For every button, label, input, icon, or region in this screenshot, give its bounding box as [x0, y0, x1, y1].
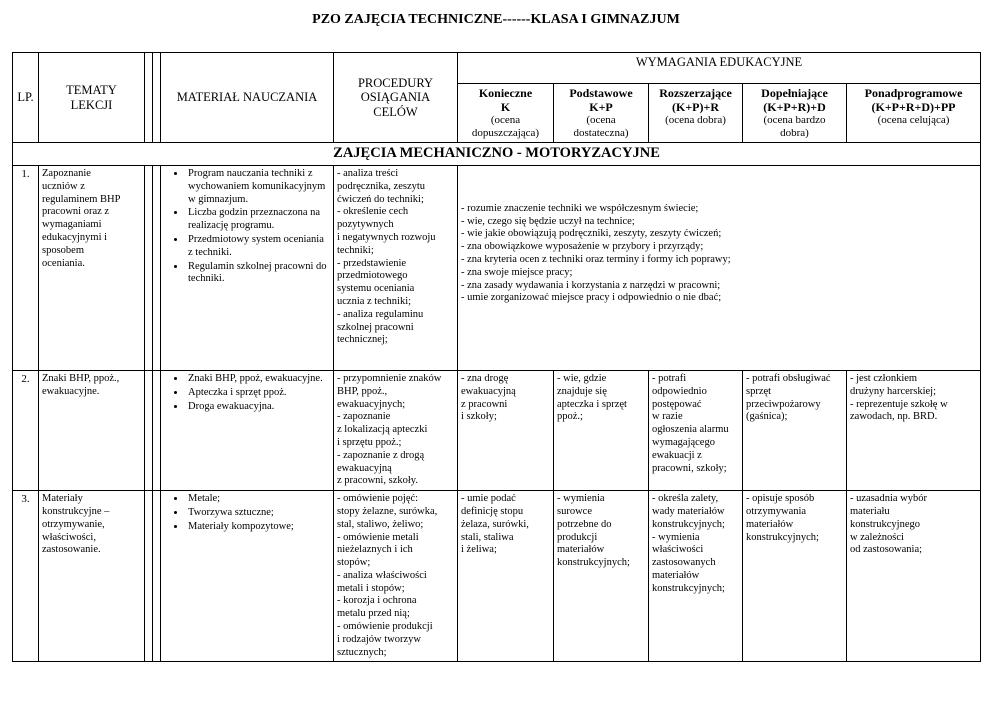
- curriculum-table: [12, 52, 981, 662]
- header-topics: TEMATY LEKCJI: [39, 53, 145, 143]
- row-requirements-combined: - rozumie znaczenie techniki we współczesnym świecie; - wie, czego się będzie uczył na technice; - wie jakie obowiązują podręczniki, zeszyty, zeszyty ćwiczeń; - zna obowiązkowe wyposażenie w przybory i przyrządy; - zna kryteria ocen z techniki oraz terminy i formy ich poprawy; - zna swoje miejsce pracy; - zna zasady wydawania i korzystania z narzędzi w pracowni; - umie zorganizować miejsce pracy i odpowiednio o nie dbać;: [458, 165, 981, 370]
- level-grade: (ocena bardzo dobra): [763, 114, 826, 140]
- section-title: ZAJĘCIA MECHANICZNO - MOTORYZACYJNE: [13, 143, 981, 166]
- level-podstawowe: [554, 84, 649, 143]
- row-spacer: [153, 491, 161, 662]
- row-spacer: [145, 491, 153, 662]
- requirement-ponadprogramowe: - jest członkiem drużyny harcerskiej; - reprezentuje szkołę w zawodach, np. BRD.: [847, 370, 981, 490]
- header-spacer-1: [145, 53, 153, 143]
- requirement-rozszerzajace: - potrafi odpowiednio postępować w razie ogłoszenia alarmu wymagającego ewakuacji z pracowni, szkoły;: [649, 370, 743, 490]
- document-title: PZO ZAJĘCIA TECHNICZNE------KLASA I GIMNAZJUM: [312, 12, 680, 27]
- row-spacer: [145, 165, 153, 370]
- row-procedures: - przypomnienie znaków BHP, ppoż., ewakuacyjnych; - zapoznanie z lokalizacją apteczki i sprzętu ppoż.; - zapoznanie z drogą ewakuacyjną z pracowni, szkoły.: [334, 370, 458, 490]
- material-item: • Tworzywa sztuczne;: [186, 507, 330, 520]
- row-topic: Zapoznanie uczniów z regulaminem BHP pracowni oraz z wymaganiami edukacyjnymi i sposobem oceniania.: [39, 165, 145, 370]
- requirement-podstawowe: - wymienia surowce potrzebne do produkcji materiałów konstrukcyjnych;: [554, 491, 649, 662]
- row-procedures: - analiza treści podręcznika, zeszytu ćwiczeń do techniki; - określenie cech pozytywnych i negatywnych rozwoju techniki; - przedstawienie przedmiotowego systemu oceniania ucznia z techniki; - analiza regulaminu szkolnej pracowni technicznej;: [334, 165, 458, 370]
- level-code: (K+P)+R: [672, 100, 719, 115]
- level-rozszerzajace: [649, 84, 743, 143]
- requirement-ponadprogramowe: - uzasadnia wybór materiału konstrukcyjnego w zależności od zastosowania;: [847, 491, 981, 662]
- table-row: [13, 370, 981, 490]
- row-materials: [161, 370, 334, 490]
- level-dopelniajace: [743, 84, 847, 143]
- level-name: Ponadprogramowe: [864, 86, 963, 100]
- header-procedures: PROCEDURY OSIĄGANIA CELÓW: [334, 53, 458, 143]
- table-row: [13, 491, 981, 662]
- level-grade: (ocena dopuszczająca): [471, 114, 540, 140]
- row-topic: Materiały konstrukcyjne – otrzymywanie, właściwości, zastosowanie.: [39, 491, 145, 662]
- row-spacer: [145, 370, 153, 490]
- material-item: • Liczba godzin przeznaczona na realizację programu.: [186, 207, 330, 233]
- material-item: • Program nauczania techniki z wychowaniem komunikacyjnym w gimnazjum.: [186, 168, 330, 206]
- level-name: Rozszerzające: [659, 86, 732, 100]
- requirement-konieczne: - umie podać definicję stopu żelaza, surówki, stali, staliwa i żeliwa;: [458, 491, 554, 662]
- requirement-rozszerzajace: - określa zalety, wady materiałów konstrukcyjnych; - wymienia właściwości zastosowanych materiałów konstrukcyjnych;: [649, 491, 743, 662]
- section-row: [13, 143, 981, 166]
- material-item: • Metale;: [186, 493, 330, 506]
- row-materials: [161, 165, 334, 370]
- row-number: 1.: [13, 165, 39, 370]
- row-topic: Znaki BHP, ppoż., ewakuacyjne.: [39, 370, 145, 490]
- header-row-1: [13, 53, 981, 84]
- material-item: • Przedmiotowy system oceniania z techniki.: [186, 234, 330, 260]
- requirement-konieczne: - zna drogę ewakuacyjną z pracowni i szkoły;: [458, 370, 554, 490]
- requirement-podstawowe: - wie, gdzie znajduje się apteczka i sprzęt ppoż.;: [554, 370, 649, 490]
- level-grade: (ocena celująca): [877, 114, 950, 127]
- header-materials: MATERIAŁ NAUCZANIA: [161, 53, 334, 143]
- row-procedures: - omówienie pojęć: stopy żelazne, surówka, stal, staliwo, żeliwo; - omówienie metali nieżelaznych i ich stopów; - analiza właściwości metali i stopów; - korozja i ochrona metalu przed nią; - omówienie produkcji i rodzajów tworzyw sztucznych;: [334, 491, 458, 662]
- material-item: • Znaki BHP, ppoż, ewakuacyjne.: [186, 373, 330, 386]
- requirement-dopelniajace: - potrafi obsługiwać sprzęt przeciwpożarowy (gaśnica);: [743, 370, 847, 490]
- table-row: [13, 165, 981, 370]
- row-number: 2.: [13, 370, 39, 490]
- level-grade: (ocena dostateczna): [573, 114, 629, 140]
- row-materials: [161, 491, 334, 662]
- row-number: 3.: [13, 491, 39, 662]
- level-ponadprogramowe: [847, 84, 981, 143]
- material-item: • Droga ewakuacyjna.: [186, 401, 330, 414]
- material-item: • Regulamin szkolnej pracowni do techniki.: [186, 261, 330, 287]
- material-item: • Materiały kompozytowe;: [186, 521, 330, 534]
- header-spacer-2: [153, 53, 161, 143]
- row-spacer: [153, 165, 161, 370]
- level-code: K+P: [589, 100, 613, 115]
- header-requirements: WYMAGANIA EDUKACYJNE: [458, 53, 981, 84]
- requirement-dopelniajace: - opisuje sposób otrzymywania materiałów konstrukcyjnych;: [743, 491, 847, 662]
- level-grade: (ocena dobra): [665, 114, 726, 127]
- header-lp: LP.: [13, 53, 39, 143]
- level-code: K: [500, 100, 511, 115]
- level-code: (K+P+R+D)+PP: [871, 100, 956, 115]
- level-name: Podstawowe: [569, 86, 633, 100]
- level-name: Dopełniające: [761, 86, 828, 100]
- row-spacer: [153, 370, 161, 490]
- level-konieczne: [458, 84, 554, 143]
- level-code: (K+P+R)+D: [763, 100, 826, 115]
- material-item: • Apteczka i sprzęt ppoż.: [186, 387, 330, 400]
- level-name: Konieczne: [478, 86, 533, 100]
